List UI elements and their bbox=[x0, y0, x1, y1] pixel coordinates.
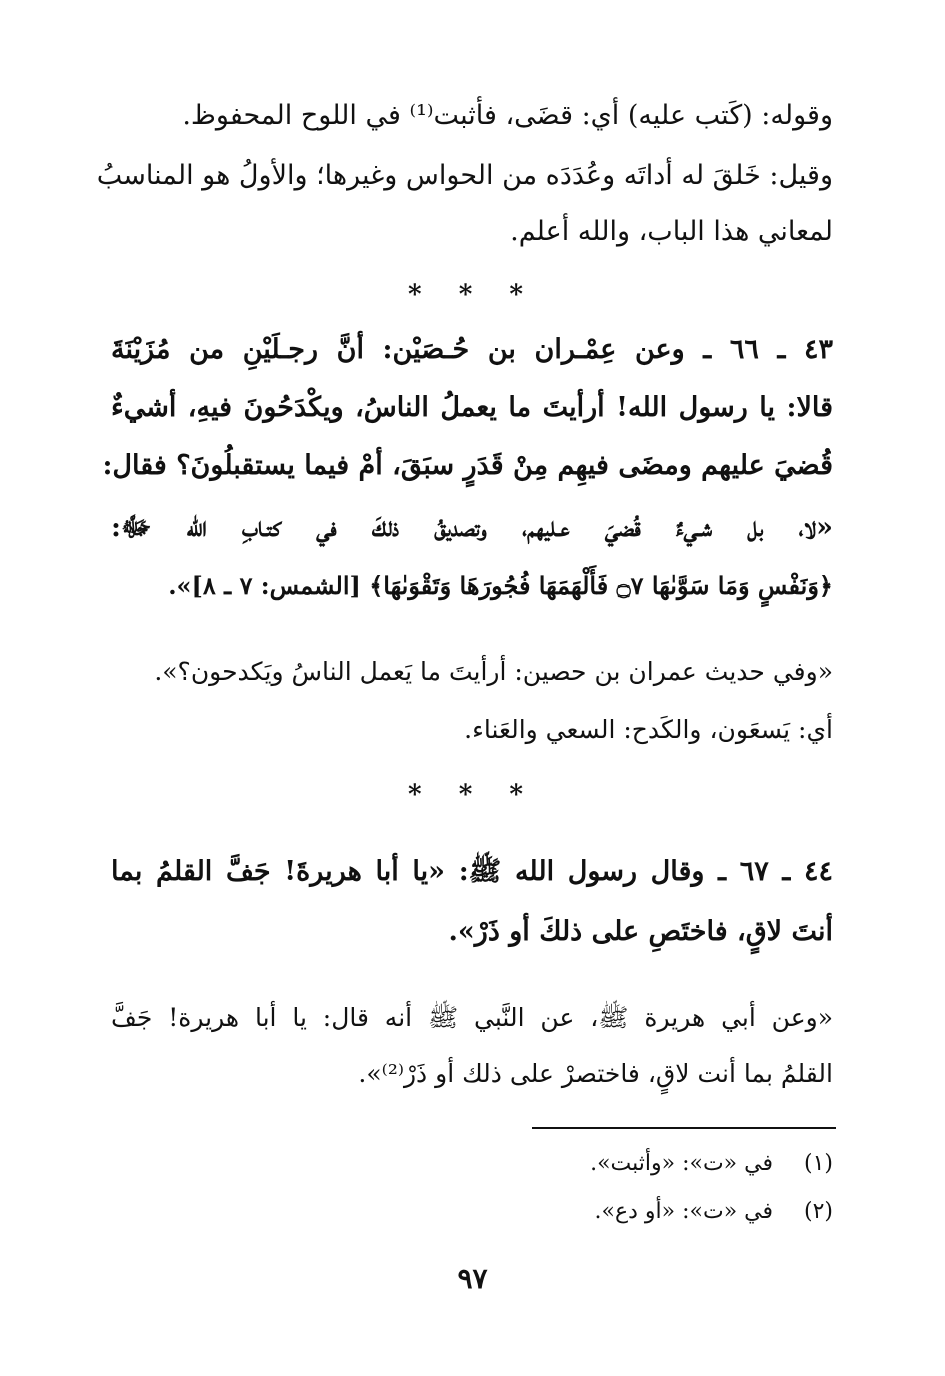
quran-verse-line: ﴿وَنَفْسٍ وَمَا سَوَّىٰهَا ۝٧ فَأَلْهَمَهَا فُجُورَهَا وَتَقْوَىٰهَا﴾ [الشمس: ٧ ـ ٨]». bbox=[168, 571, 833, 600]
commentary-line: وقوله: (كَتب عليه) أي: قضَى، فأثبت⁽¹⁾ في اللوح المحفوظ. bbox=[182, 100, 833, 131]
footnote bbox=[590, 1148, 833, 1180]
page-number: ٩٧ bbox=[457, 1262, 488, 1295]
footnote-number: (١) bbox=[803, 1151, 833, 1176]
commentary-line: القلمُ بما أنت لاقٍ، فاختصرْ على ذلك أو ذَرْ⁽²⁾». bbox=[358, 1059, 833, 1088]
footnote-number: (٢) bbox=[803, 1199, 833, 1224]
commentary-line: «وفي حديث عمران بن حصين: أرأيتَ ما يَعمل الناسُ ويَكدحون؟». bbox=[154, 657, 833, 686]
footnote-text: في «ت»: «أو دع». bbox=[594, 1199, 773, 1224]
hadith-43-line: قُضيَ عليهم ومضَى فيهِم مِنْ قَدَرٍ سبَقَ، أمْ فيما يستقبلُونَ؟ فقال: bbox=[102, 450, 833, 481]
hadith-43-line: قالا: يا رسول الله! أرأيتَ ما يعملُ الناسُ، ويكْدَحُونَ فيهِ، أشيءٌ bbox=[111, 392, 833, 423]
section-separator: * * * bbox=[408, 780, 537, 810]
footnote-text: في «ت»: «وأثبت». bbox=[590, 1151, 773, 1176]
footnote-divider bbox=[532, 1127, 836, 1129]
commentary-line: «وعن أبي هريرة ﷺ، عن النَّبي ﷺ أنه قال: يا أبا هريرة! جَفَّ bbox=[111, 1003, 833, 1032]
hadith-43-line: «لا، بل شـيءٌ قُضيَ عـليهم، وتصديقُ ذلكَ في كتـابِ الله ﷻ: bbox=[111, 512, 833, 543]
section-separator: * * * bbox=[408, 280, 537, 310]
commentary-line: وقيل: خَلقَ له أداتَه وعُدَدَه من الحواس وغيرها؛ والأولُ هو المناسبُ bbox=[96, 160, 833, 191]
hadith-44-line: أنتَ لاقٍ، فاختَصِ على ذلكَ أو ذَرْ». bbox=[448, 916, 833, 947]
commentary-line: لمعاني هذا الباب، والله أعلم. bbox=[510, 216, 833, 247]
commentary-line: أي: يَسعَون، والكَدح: السعي والعَناء. bbox=[464, 715, 833, 744]
hadith-44-line: ٤٤ ـ ٦٧ ـ وقال رسول الله ﷺ: «يا أبا هريرةَ! جَفَّ القلمُ بما bbox=[111, 856, 833, 887]
hadith-43-line: ٤٣ ـ ٦٦ ـ وعن عِمْـران بن حُـصَيْن: أنَّ رجـلَيْنِ من مُزَيْنَةَ bbox=[111, 334, 833, 365]
footnote bbox=[595, 1196, 833, 1228]
